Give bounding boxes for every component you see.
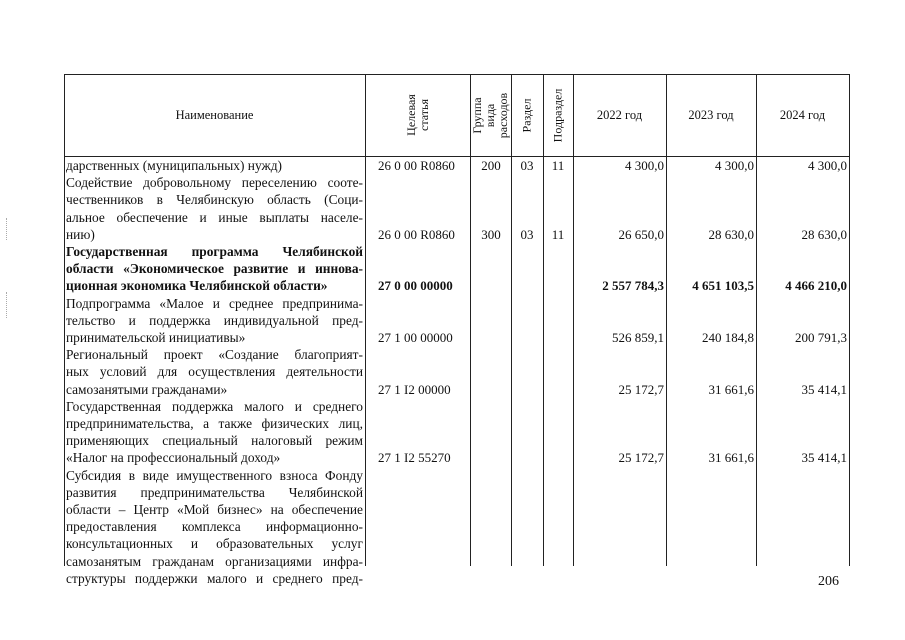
row-target-article: 27 0 00 00000 bbox=[378, 278, 453, 294]
row-name-line: предоставления комплекса информационно- bbox=[66, 519, 363, 535]
row-subsection: 11 bbox=[551, 158, 565, 173]
row-value-2024: 200 791,3 bbox=[795, 330, 847, 345]
row-name-line: предпринимательства, а также физических лиц, bbox=[66, 415, 363, 431]
row-name-line: Субсидия в виде имущественного взноса Фонду bbox=[66, 467, 363, 483]
header-subsection: Подраздел bbox=[550, 88, 565, 142]
row-name-line: самозанятыми гражданами» bbox=[66, 381, 228, 397]
row-value-2022: 2 557 784,3 bbox=[602, 278, 664, 294]
header-section: Раздел bbox=[519, 98, 534, 132]
row-section: 03 bbox=[520, 226, 534, 242]
row-value-2022: 25 172,7 bbox=[618, 450, 664, 466]
row-name-line: ных условий для осуществления деятельности bbox=[66, 364, 363, 380]
header-2024: 2024 год bbox=[779, 107, 826, 122]
row-name bbox=[66, 346, 363, 398]
row-name-line: чественников в Челябинскую область (Соци- bbox=[66, 192, 363, 208]
row-target-article: 27 1 00 00000 bbox=[378, 330, 453, 345]
row-target-article: 26 0 00 R0860 bbox=[378, 226, 455, 242]
row-name-line: тельство и поддержка индивидуальной пред- bbox=[66, 312, 363, 328]
row-value-2022: 4 300,0 bbox=[625, 158, 664, 173]
header-target-article: Целевая статья bbox=[403, 94, 431, 136]
row-name bbox=[66, 243, 363, 295]
row-name-line: альное обеспечение и иные выплаты населе- bbox=[66, 209, 363, 225]
scan-mark bbox=[6, 218, 8, 240]
row-name-line: Государственная поддержка малого и среднего bbox=[66, 398, 363, 414]
row-target-article: 26 0 00 R0860 bbox=[378, 158, 455, 173]
row-target-article: 27 1 I2 00000 bbox=[378, 381, 451, 397]
row-value-2022: 526 859,1 bbox=[612, 330, 664, 345]
row-name-line: нию) bbox=[66, 226, 95, 242]
row-target-article: 27 1 I2 55270 bbox=[378, 450, 451, 466]
header-2022: 2022 год bbox=[596, 107, 643, 122]
row-name-line: области «Экономическое развитие и иннова- bbox=[66, 261, 363, 277]
row-value-2022: 26 650,0 bbox=[618, 226, 664, 242]
header-2023: 2023 год bbox=[688, 107, 734, 122]
page-number: 206 bbox=[818, 574, 839, 589]
row-name-line: Государственная программа Челябинской bbox=[66, 244, 363, 259]
row-value-2024: 35 414,1 bbox=[801, 381, 847, 397]
row-name-line: Содействие добровольному переселению сооте- bbox=[66, 175, 363, 191]
row-name-line: развития предпринимательства Челябинской bbox=[66, 484, 363, 500]
row-expense-group: 200 bbox=[481, 158, 501, 173]
row-name bbox=[66, 398, 363, 467]
row-section: 03 bbox=[520, 158, 534, 173]
row-name-line: Региональный проект «Создание благоприят- bbox=[66, 347, 363, 363]
header-expense-group: Группа вида расходов bbox=[470, 92, 510, 138]
row-value-2023: 240 184,8 bbox=[702, 330, 754, 345]
row-value-2023: 4 651 103,5 bbox=[692, 278, 754, 294]
row-name-line: ционная экономика Челябинской области» bbox=[66, 278, 328, 294]
scan-mark bbox=[6, 292, 8, 318]
row-value-2023: 28 630,0 bbox=[708, 226, 754, 242]
row-value-2024: 4 466 210,0 bbox=[785, 278, 847, 294]
row-expense-group: 300 bbox=[481, 226, 501, 242]
row-name-line: самозанятым гражданам организациями инфра- bbox=[66, 553, 363, 569]
row-value-2024: 4 300,0 bbox=[808, 158, 847, 173]
row-name-line: консультационных и образовательных услуг bbox=[66, 536, 363, 552]
header-name: Наименование bbox=[175, 107, 254, 122]
row-name bbox=[66, 467, 363, 587]
row-subsection: 11 bbox=[551, 226, 565, 242]
row-name-line: области – Центр «Мой бизнес» на обеспечение bbox=[66, 501, 363, 517]
row-name bbox=[66, 157, 363, 174]
row-name-line: принимательской инициативы» bbox=[66, 329, 246, 345]
row-name bbox=[66, 295, 363, 347]
row-value-2022: 25 172,7 bbox=[618, 381, 664, 397]
row-value-2024: 28 630,0 bbox=[801, 226, 847, 242]
row-value-2024: 35 414,1 bbox=[801, 450, 847, 466]
row-value-2023: 31 661,6 bbox=[708, 450, 754, 466]
row-name-line: структуры поддержки малого и среднего пред- bbox=[66, 570, 363, 586]
row-name-line: дарственных (муниципальных) нужд) bbox=[66, 158, 282, 173]
row-name-line: применяющих специальный налоговый режим bbox=[66, 433, 363, 449]
row-value-2023: 31 661,6 bbox=[708, 381, 754, 397]
row-value-2023: 4 300,0 bbox=[715, 158, 754, 173]
row-name bbox=[66, 174, 363, 243]
row-name-line: Подпрограмма «Малое и среднее предпринима- bbox=[66, 295, 363, 311]
row-name-line: «Налог на профессиональный доход» bbox=[66, 450, 281, 466]
col-border-right bbox=[849, 74, 850, 566]
